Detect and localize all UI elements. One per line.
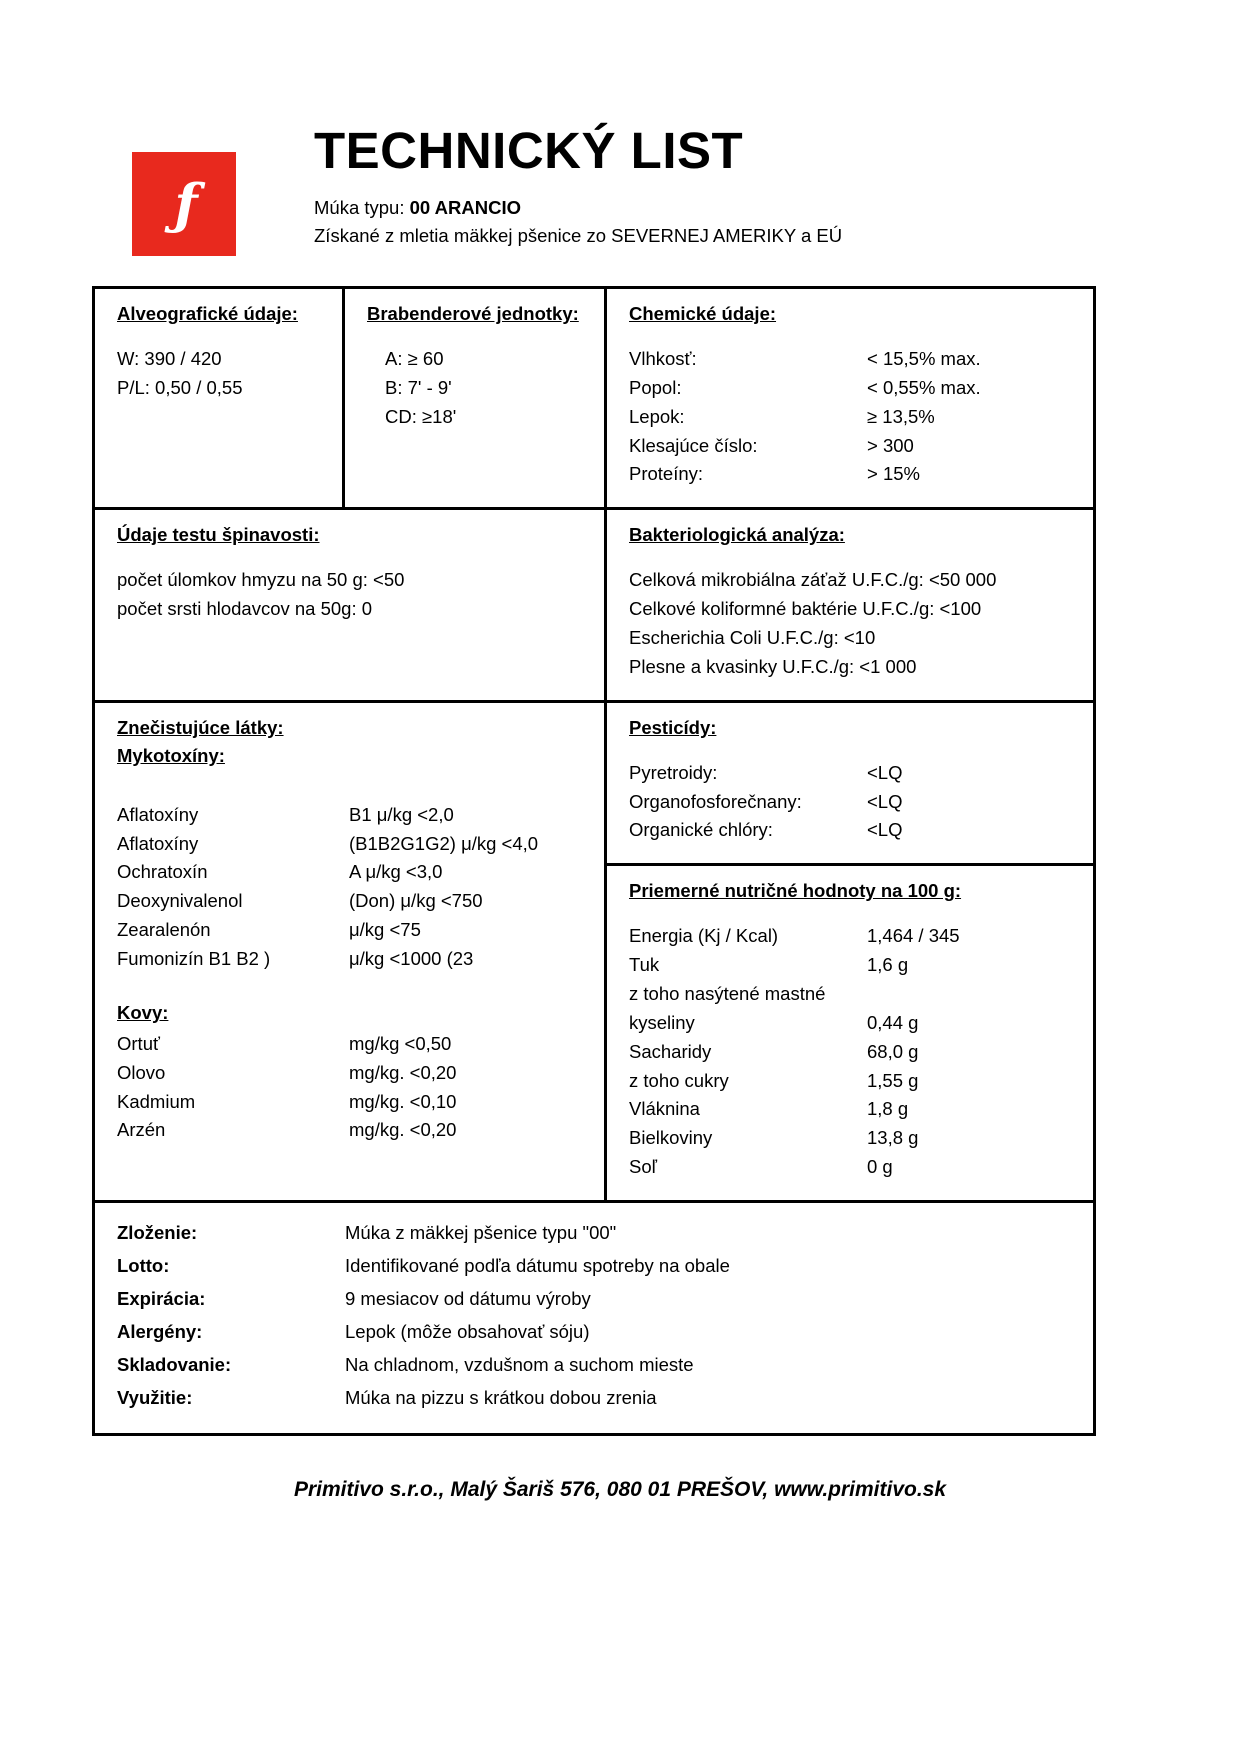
pesticide-key: Organofosforečnany: (629, 790, 802, 812)
contaminant-row (117, 801, 582, 830)
brabender-line: CD: ≥18' (385, 405, 457, 427)
nutrition-value: 0,44 g (867, 1011, 919, 1033)
nutrition-value: 1,8 g (867, 1098, 909, 1120)
chemical-row (629, 345, 1071, 374)
contaminants-cell (95, 703, 607, 1200)
metal-value: mg/kg <0,50 (349, 1032, 452, 1054)
mycotoxins-heading: Mykotoxíny: (117, 744, 225, 766)
page-footer: Primitivo s.r.o., Malý Šariš 576, 080 01 PREŠOV, www.primitivo.sk (293, 1477, 947, 1501)
chemical-value: > 15% (867, 463, 920, 485)
chemical-key: Klesajúce číslo: (629, 434, 758, 456)
contaminants-heading: Znečistujúce látky: (117, 716, 284, 738)
general-key: Expirácia: (117, 1287, 206, 1309)
dirt-test-heading: Údaje testu špinavosti: (117, 524, 320, 546)
contaminant-row (117, 945, 582, 974)
metal-value: mg/kg. <0,20 (349, 1061, 457, 1083)
nutrition-value: 1,55 g (867, 1069, 919, 1091)
pesticide-row (629, 759, 1071, 788)
chemical-row (629, 432, 1071, 461)
pesticide-value: <LQ (867, 819, 903, 841)
general-value: 9 mesiacov od dátumu výroby (345, 1287, 591, 1309)
contaminant-key: Zearalenón (117, 919, 211, 941)
header-text-block (314, 120, 842, 251)
contaminant-value: B1 μ/kg <2,0 (349, 803, 454, 825)
contaminant-row (117, 830, 582, 859)
table-row (95, 289, 1093, 510)
general-value: Múka z mäkkej pšenice typu "00" (345, 1222, 617, 1244)
contaminant-value: A μ/kg <3,0 (349, 861, 443, 883)
chemical-cell (607, 289, 1093, 507)
metal-value: mg/kg. <0,10 (349, 1090, 457, 1112)
general-value: Na chladnom, vzdušnom a suchom mieste (345, 1353, 694, 1375)
chemical-row (629, 374, 1071, 403)
page-title: TECHNICKÝ LIST (314, 122, 744, 179)
nutrition-value: 0 g (867, 1156, 893, 1178)
logo-glyph: ƒ (174, 172, 194, 236)
metals-heading: Kovy: (117, 1001, 169, 1023)
nutrition-key: z toho cukry (629, 1069, 729, 1091)
pesticide-value: <LQ (867, 790, 903, 812)
brabender-cell (345, 289, 607, 507)
contaminant-key: Aflatoxíny (117, 803, 199, 825)
nutrition-key: Vláknina (629, 1098, 700, 1120)
general-labels-cell (95, 1203, 345, 1433)
nutrition-key: z toho nasýtené mastné (629, 983, 826, 1005)
nutrition-value: 13,8 g (867, 1127, 919, 1149)
nutrition-key: Energia (Kj / Kcal) (629, 925, 779, 947)
right-column-stack (607, 703, 1093, 1200)
pesticide-row (629, 816, 1071, 845)
chemical-value: < 15,5% max. (867, 348, 981, 369)
contaminant-key: Aflatoxíny (117, 832, 199, 854)
bacteriology-heading: Bakteriologická analýza: (629, 524, 845, 546)
general-key: Alergény: (117, 1320, 203, 1342)
general-values-cell (345, 1203, 1093, 1433)
chemical-value: ≥ 13,5% (867, 405, 935, 427)
nutrition-heading: Priemerné nutričné hodnoty na 100 g: (629, 880, 962, 902)
nutrition-row (629, 1153, 1071, 1182)
metal-key: Arzén (117, 1119, 166, 1141)
metal-row (117, 1030, 582, 1059)
nutrition-row (629, 1067, 1071, 1096)
flour-type-line (314, 194, 842, 223)
nutrition-row (629, 980, 1071, 1009)
dirt-test-line: počet úlomkov hmyzu na 50 g: <50 (117, 569, 405, 591)
nutrition-value: 68,0 g (867, 1040, 919, 1062)
nutrition-value (867, 980, 1071, 1009)
nutrition-key: Tuk (629, 954, 660, 976)
nutrition-row (629, 1009, 1071, 1038)
general-key: Zloženie: (117, 1222, 198, 1244)
metal-key: Kadmium (117, 1090, 196, 1112)
nutrition-key: Bielkoviny (629, 1127, 713, 1149)
company-logo (132, 152, 236, 256)
general-value: Lepok (môže obsahovať sóju) (345, 1320, 590, 1342)
contaminant-value: μ/kg <1000 (23 (349, 948, 474, 970)
dirt-test-cell (95, 510, 607, 699)
chemical-row (629, 460, 1071, 489)
alveographic-line: P/L: 0,50 / 0,55 (117, 376, 243, 398)
nutrition-row (629, 951, 1071, 980)
metal-row (117, 1059, 582, 1088)
table-row (95, 510, 1093, 702)
spec-table (92, 286, 1096, 1436)
pesticide-key: Pyretroidy: (629, 761, 718, 783)
table-row (95, 703, 1093, 1203)
general-key: Využitie: (117, 1386, 193, 1408)
pesticides-heading: Pesticídy: (629, 716, 717, 738)
contaminant-key: Deoxynivalenol (117, 890, 243, 912)
table-row (95, 1203, 1093, 1433)
bacteriology-line: Celková mikrobiálna záťaž U.F.C./g: <50 000 (629, 569, 997, 591)
pesticides-cell (607, 703, 1093, 867)
chemical-key: Proteíny: (629, 463, 704, 485)
metal-row (117, 1088, 582, 1117)
nutrition-value: 1,6 g (867, 954, 909, 976)
flour-type-label: Múka typu: (314, 196, 405, 218)
chemical-key: Vlhkosť: (629, 348, 697, 369)
chemical-value: < 0,55% max. (867, 376, 981, 398)
metal-row (117, 1116, 582, 1145)
metal-key: Ortuť (117, 1032, 160, 1054)
dirt-test-line: počet srsti hlodavcov na 50g: 0 (117, 598, 373, 620)
pesticide-row (629, 788, 1071, 817)
brabender-line: B: 7' - 9' (385, 376, 452, 398)
pesticide-key: Organické chlóry: (629, 819, 773, 841)
nutrition-cell (607, 866, 1093, 1200)
origin-line: Získané z mletia mäkkej pšenice zo SEVERNEJ AMERIKY a EÚ (314, 225, 843, 247)
chemical-value: > 300 (867, 434, 914, 456)
chemical-key: Popol: (629, 376, 682, 398)
general-key: Skladovanie: (117, 1353, 232, 1375)
bacteriology-line: Plesne a kvasinky U.F.C./g: <1 000 (629, 655, 917, 677)
brabender-line: A: ≥ 60 (385, 348, 444, 369)
nutrition-key: Sacharidy (629, 1040, 712, 1062)
bacteriology-line: Escherichia Coli U.F.C./g: <10 (629, 627, 876, 649)
nutrition-row (629, 1038, 1071, 1067)
chemical-key: Lepok: (629, 405, 685, 427)
contaminant-row (117, 887, 582, 916)
nutrition-key: Soľ (629, 1156, 658, 1178)
contaminant-value: (Don) μ/kg <750 (349, 890, 483, 912)
general-value: Identifikované podľa dátumu spotreby na obale (345, 1254, 730, 1276)
chemical-heading: Chemické údaje: (629, 303, 777, 324)
bacteriology-line: Celkové koliformné baktérie U.F.C./g: <100 (629, 598, 982, 620)
chemical-row (629, 403, 1071, 432)
alveographic-heading: Alveografické údaje: (117, 303, 298, 324)
metal-key: Olovo (117, 1061, 166, 1083)
brabender-heading: Brabenderové jednotky: (367, 303, 579, 324)
contaminant-value: μ/kg <75 (349, 919, 421, 941)
nutrition-key: kyseliny (629, 1011, 695, 1033)
contaminant-row (117, 916, 582, 945)
general-value: Múka na pizzu s krátkou dobou zrenia (345, 1386, 657, 1408)
contaminant-row (117, 858, 582, 887)
pesticide-value: <LQ (867, 761, 903, 783)
alveographic-line: W: 390 / 420 (117, 348, 222, 369)
bacteriology-cell (607, 510, 1093, 699)
contaminant-key: Ochratoxín (117, 861, 208, 883)
alveographic-cell (95, 289, 345, 507)
document-header (52, 0, 1188, 256)
flour-type-value: 00 ARANCIO (409, 196, 522, 218)
nutrition-row (629, 1095, 1071, 1124)
contaminant-key: Fumonizín B1 B2 ) (117, 948, 271, 970)
nutrition-value: 1,464 / 345 (867, 925, 960, 947)
metal-value: mg/kg. <0,20 (349, 1119, 457, 1141)
nutrition-row (629, 922, 1071, 951)
general-key: Lotto: (117, 1254, 170, 1276)
contaminant-value: (B1B2G1G2) μ/kg <4,0 (349, 832, 539, 854)
nutrition-row (629, 1124, 1071, 1153)
